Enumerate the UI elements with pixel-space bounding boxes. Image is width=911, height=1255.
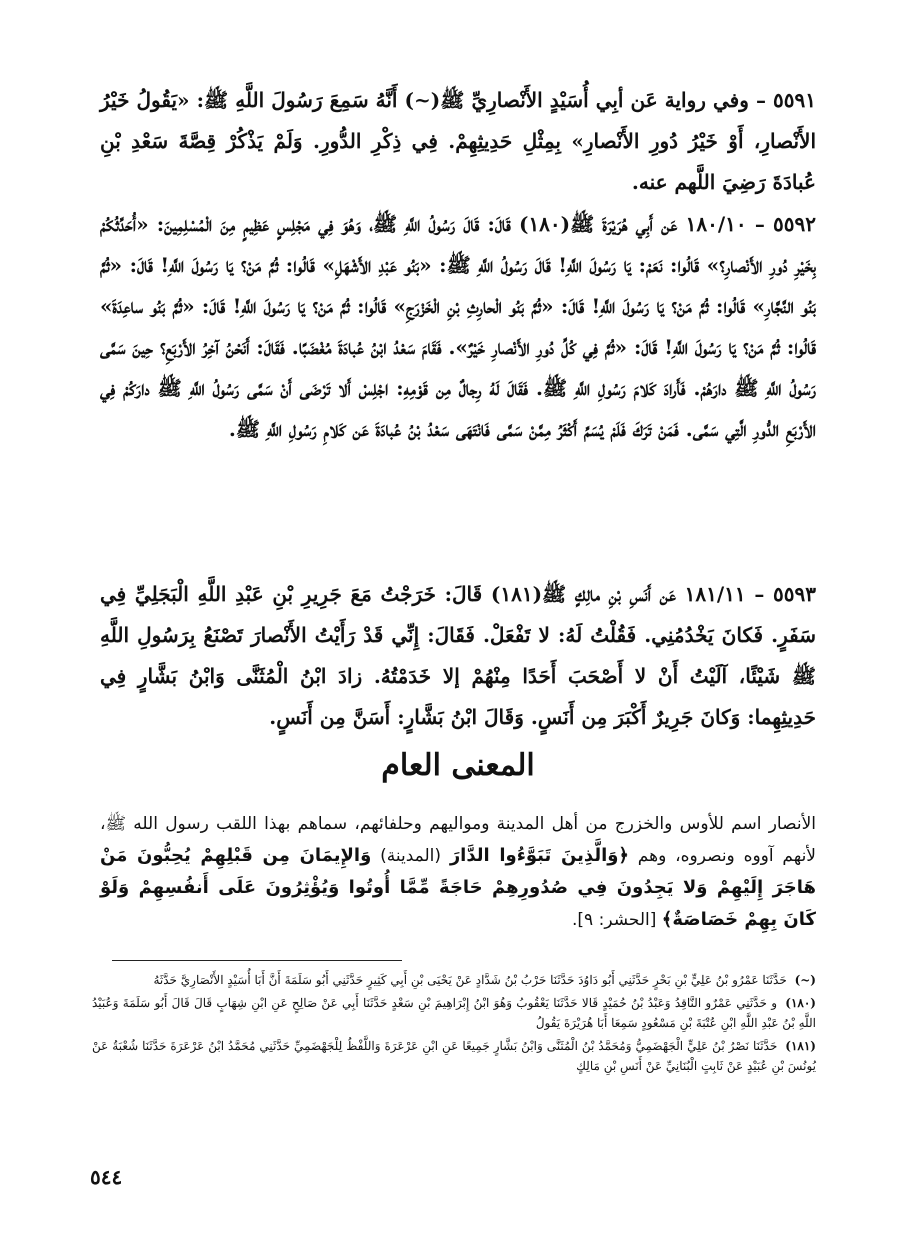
hadith-number: ٥٥٩١ – bbox=[755, 88, 816, 112]
hadith-5592 bbox=[100, 204, 816, 574]
footnote bbox=[92, 993, 816, 1033]
general-intro: الأنصار اسم للأوس والخزرج من أهل المدينة ومواليهم وحلفائهم، سماهم بهذا اللقب رسول الله ﷺ، لأنهم آووه ونصروه، وهم bbox=[100, 814, 816, 866]
hadith-5593 bbox=[100, 574, 816, 738]
footnote bbox=[92, 970, 816, 990]
footnotes bbox=[92, 970, 816, 1130]
footnote bbox=[92, 1036, 816, 1076]
quran-verse-continued: وَالإِيمَانَ مِن قَبْلِهِمْ يُحِبُّونَ مَنْ هَاجَرَ إِلَيْهِمْ وَلا يَجِدُونَ فِي صُدُورِهِمْ حَاجَةً مِّمَّا أُوتُوا وَيُؤْثِرُونَ عَلَى أَنفُسِهِمْ وَلَوْ كَانَ بِهِمْ خَصَاصَةٌ﴾ bbox=[100, 845, 816, 930]
footnote-mark: (١٨١) bbox=[785, 1039, 816, 1053]
footnote-text: حَدَّثَنَا عَمْرُو بْنُ عَلِيٍّ بْنِ بَحْرٍ حَدَّثَنِي أَبُو دَاوُدَ حَدَّثَنَا حَرْبُ بْنُ شَدَّادٍ عَنْ يَحْيَى بْنِ أَبِي كَثِيرٍ حَدَّثَنِي أَبُو سَلَمَةَ أَنَّ أَبَا أُسَيْدٍ الأَنْصَارِيَّ حَدَّثَهُ bbox=[153, 973, 787, 987]
footnote-text: و حَدَّثَنِي عَمْرٌو النَّاقِدُ وَعَبْدُ بْنُ حُمَيْدٍ قَالا حَدَّثَنَا يَعْقُوبُ وَهُوَ ابْنُ إِبْرَاهِيمَ بْنِ سَعْدٍ حَدَّثَنَا أَبِي عَنْ صَالِحٍ عَنِ ابْنِ شِهَابٍ قَالَ قَالَ أَبُو سَلَمَةَ وَعُبَيْدُ اللَّهِ بْنُ عَبْدِ اللَّهِ ابْنِ عُتْبَةَ بْنِ مَسْعُودٍ سَمِعَا أَبَا هُرَيْرَةَ يَقُولُ bbox=[92, 996, 816, 1030]
section-heading: المعنى العام bbox=[381, 748, 535, 783]
hadith-number: ٥٥٩٣ – bbox=[754, 582, 817, 606]
hadith-marker: ١٨١/١١ bbox=[684, 582, 746, 606]
hadith-text: وفي رواية عَن أبِي أُسَيْدٍ الأَنْصارِيِّ ﷺ(~) أَنَّهُ سَمِعَ رَسُولَ اللَّهِ ﷺ: «يَقُولُ خَيْرُ الأَنْصارِ، أَوْ خَيْرُ دُورِ الأَنْصارِ» بِمِثْلِ حَدِيثِهِمْ. فِي ذِكْرِ الدُّورِ. وَلَمْ يَذْكُرْ قِصَّةَ سَعْدِ بْنِ عُبادَةَ رَضِيَ اللَّهم عنه. bbox=[100, 88, 816, 194]
verse-citation: [الحشر: ٩]. bbox=[572, 910, 657, 930]
general-meaning-paragraph bbox=[100, 808, 816, 948]
footnote-mark: (~) bbox=[794, 973, 816, 987]
hadith-text: عَن أَبِي هُرَيْرَةَ ﷺ(١٨٠) قَالَ: قَالَ رَسُولُ اللَّهِ ﷺ، وَهُوَ فِي مَجْلِسٍ عَظِيمٍ مِنَ الْمُسْلِمِينَ: «أُحَدِّثُكُمْ بِخَيْرِ دُورِ الأَنْصارِ؟» قَالُوا: نَعَمْ: يَا رَسُولَ اللَّهِ! قَالَ رَسُولُ اللَّهِ ﷺ: «بَنُو عَبْدِ الأَشْهَلِ» قَالُوا: ثُمَّ مَنْ؟ يَا رَسُولَ اللَّهِ! قَالَ: «ثُمَّ بَنُو النَّجَّارِ» قَالُوا: ثُمَّ مَنْ؟ يَا رَسُولَ اللَّهِ! قَالَ: «ثُمَّ بَنُو الْحارِثِ بْنِ الْخَزْرَجِ» قَالُوا: ثُمَّ مَنْ؟ يَا رَسُولَ اللَّهِ! قَالَ: «ثُمَّ بَنُو ساعِدَةَ» قَالُوا: ثُمَّ مَنْ؟ يَا رَسُولَ اللَّهِ! قَالَ: «ثُمَّ فِي كُلِّ دُورِ الأَنْصارِ خَيْرٌ». فَقَامَ سَعْدُ ابْنُ عُبادَةَ مُغْضَبًا. فَقَالَ: أَنَحْنُ آخِرُ الأَرْبَعِ؟ حِينَ سَمَّى رَسُولُ اللَّهِ ﷺ دارَهُمْ. فَأَرادَ كَلامَ رَسُولِ اللَّهِ ﷺ. فَقَالَ لَهُ رِجالٌ مِن قَوْمِهِ: اجْلِسْ أَلا تَرْضَى أَنْ سَمَّى رَسُولُ اللَّهِ ﷺ دارَكُمْ فِي الأَرْبَعِ الدُّورِ الَّتِي سَمَّى. فَمَنْ تَرَكَ فَلَمْ يُسَمِّ أَكْثَرُ مِمَّنْ سَمَّى فَانْتَهَى سَعْدُ بْنُ عُبادَةَ عَن كَلامِ رَسُولِ اللَّهِ ﷺ. bbox=[100, 212, 817, 441]
hadith-number: ٥٥٩٢ – bbox=[754, 212, 817, 236]
verse-gloss: (المدينة) bbox=[380, 846, 441, 866]
footnote-mark: (١٨٠) bbox=[785, 996, 816, 1010]
hadith-5591 bbox=[100, 80, 816, 204]
footnote-divider bbox=[112, 960, 402, 961]
quran-verse: ﴿وَالَّذِينَ تَبَوَّءُوا الدَّارَ bbox=[449, 845, 629, 866]
footnote-text: حَدَّثَنَا نَصْرُ بْنُ عَلِيٍّ الْجَهْضَمِيُّ وَمُحَمَّدُ بْنُ الْمُثَنَّى وَابْنُ بَشَّارٍ جَمِيعًا عَنِ ابْنِ عَرْعَرَةَ وَاللَّفْظُ لِلْجَهْضَمِيِّ حَدَّثَنِي مُحَمَّدُ ابْنُ عَرْعَرَةَ حَدَّثَنَا شُعْبَةُ عَنْ يُونُسَ بْنِ عُبَيْدٍ عَنْ ثَابِتٍ الْبُنَانِيِّ عَنْ أَنَسِ بْنِ مَالِكٍ bbox=[92, 1039, 816, 1073]
hadith-text: عَن أَنَسِ بْنِ مالِكٍ ﷺ(١٨١) قَالَ: خَرَجْتُ مَعَ جَرِيرِ بْنِ عَبْدِ اللَّهِ الْبَجَلِيِّ فِي سَفَرٍ. فَكانَ يَخْدُمُنِي. فَقُلْتُ لَهُ: لا تَفْعَلْ. فَقَالَ: إِنِّي قَدْ رَأَيْتُ الأَنْصارَ تَصْنَعُ بِرَسُولِ اللَّهِ ﷺ شَيْئًا، آلَيْتُ أَنْ لا أَصْحَبَ أَحَدًا مِنْهُمْ إلا خَدَمْتُهُ. زادَ ابْنُ الْمُثَنَّى وَابْنُ بَشَّارٍ فِي حَدِيثِهِما: وَكانَ جَرِيرٌ أَكْبَرَ مِن أَنَسٍ. وَقَالَ ابْنُ بَشَّارٍ: أَسَنَّ مِن أَنَسٍ. bbox=[100, 582, 816, 729]
page-number: ٥٤٤ bbox=[90, 1165, 123, 1189]
hadith-marker: ١٨٠/١٠ bbox=[685, 212, 747, 236]
